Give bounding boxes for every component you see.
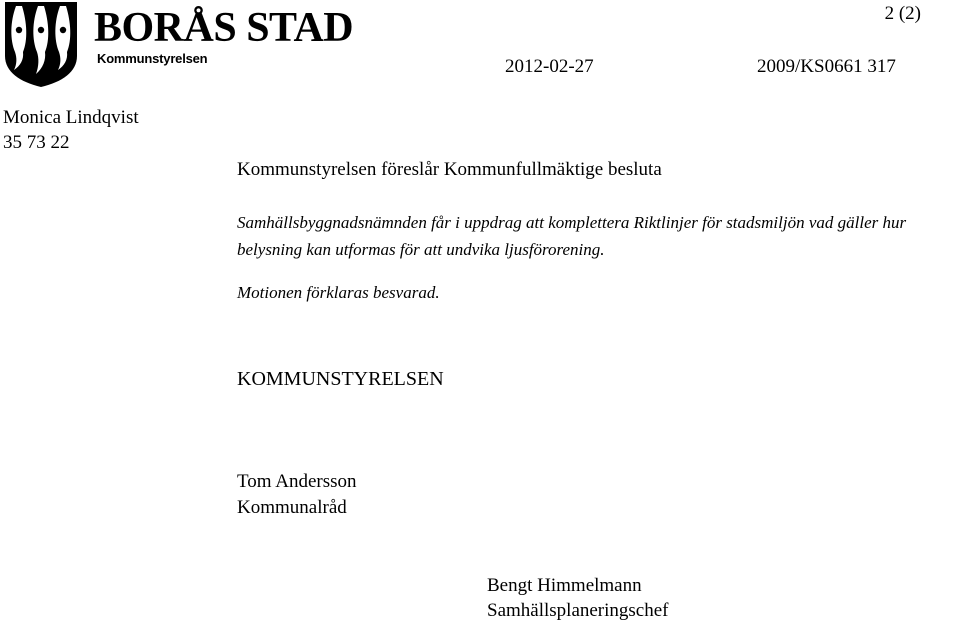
contact-phone: 35 73 22 [3,132,70,153]
decision-paragraph: Samhällsbyggnadsnämnden får i uppdrag att komplettera Riktlinjer för stadsmiljön vad gäller hur belysning kan utformas för att undvika ljusförorening. [237,213,907,259]
signatory-name: Tom Andersson [237,471,357,492]
city-coat-of-arms-icon [2,0,80,88]
signatory-name: Bengt Himmelmann [487,575,642,596]
signatory-title: Samhällsplaneringschef [487,600,669,621]
decision-text [237,209,959,322]
contact-name: Monica Lindqvist [3,107,139,128]
organization-name: KOMMUNSTYRELSEN [237,368,444,390]
decision-paragraph: Motionen förklaras besvarad. [237,283,440,302]
page-number: 2 (2) [884,3,921,24]
proposal-heading: Kommunstyrelsen föreslår Kommunfullmäktige besluta [237,159,662,180]
document-reference: 2009/KS0661 317 [757,56,896,77]
logo-department: Kommunstyrelsen [97,51,208,66]
signatory-title: Kommunalråd [237,497,347,518]
logo-wordmark: BORÅS STAD [94,5,354,51]
document-date: 2012-02-27 [505,56,594,77]
